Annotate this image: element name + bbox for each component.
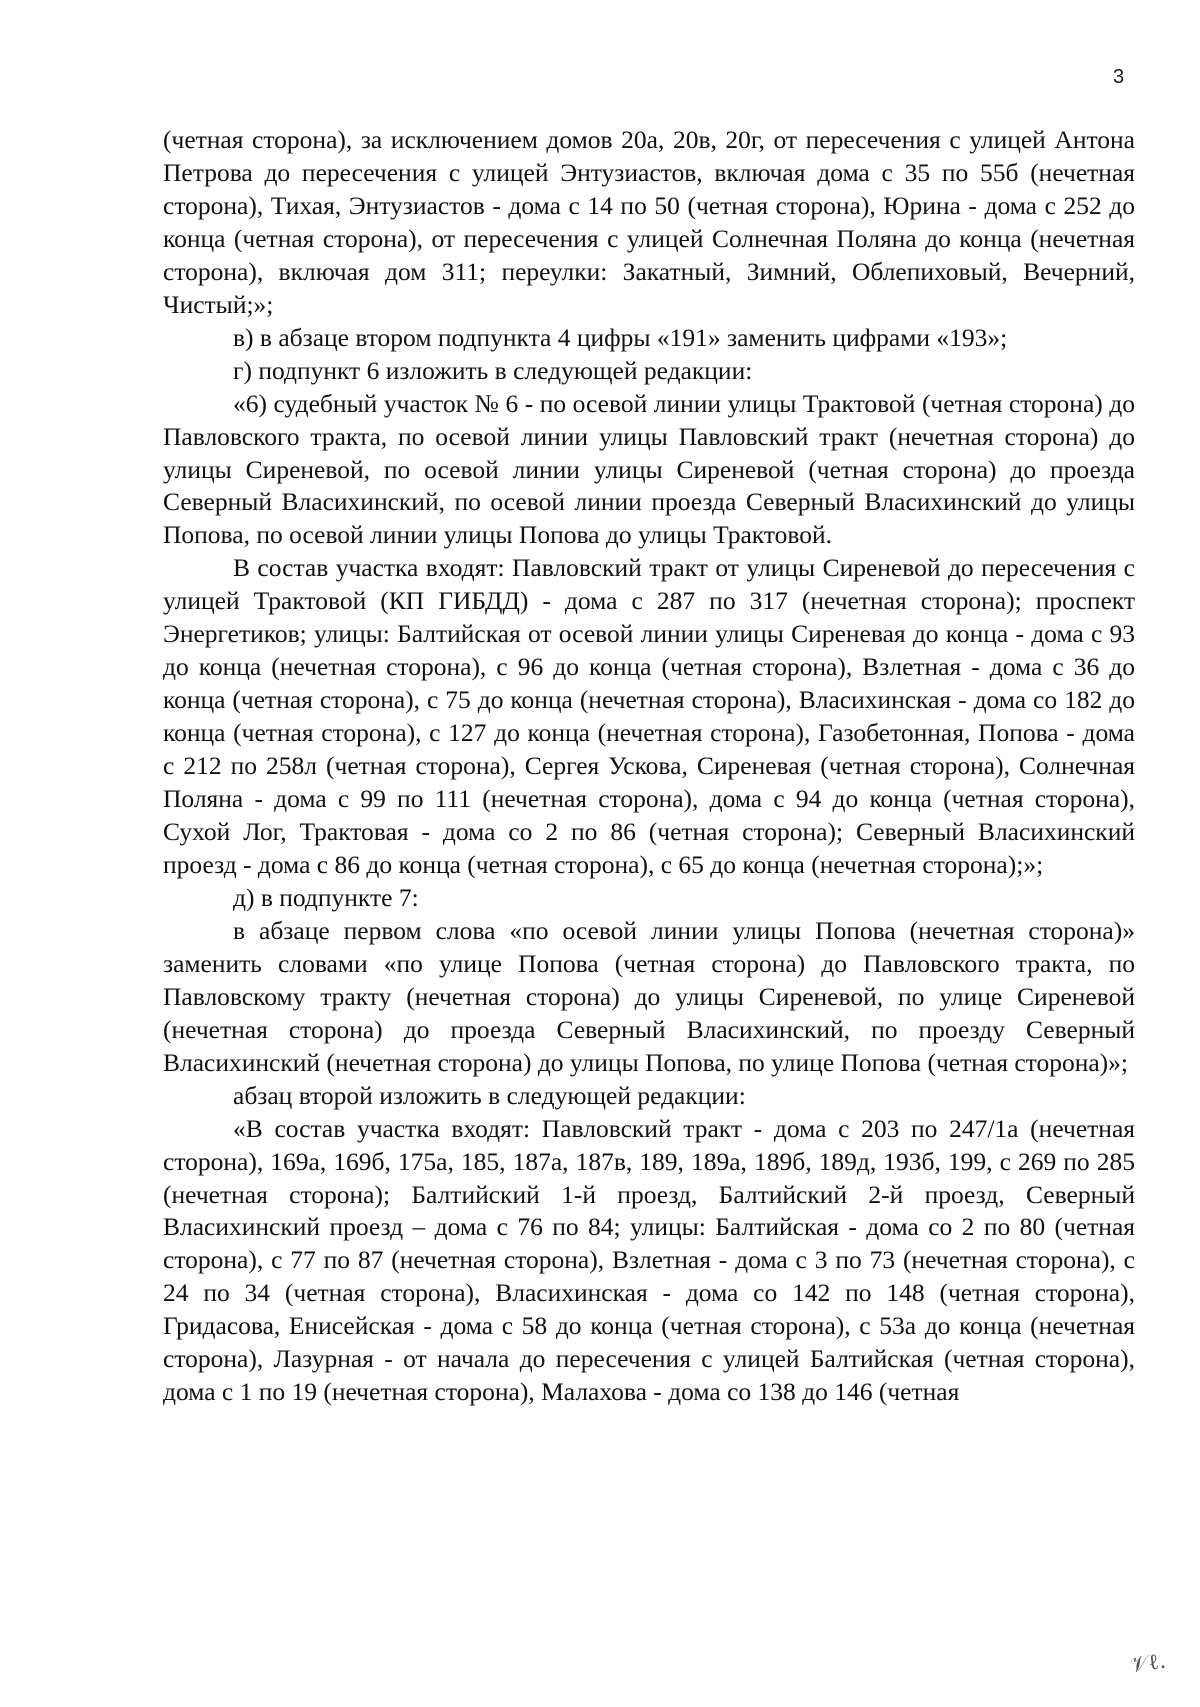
paragraph-second-abzac-intro: абзац второй изложить в следующей редакции: (233, 1080, 746, 1110)
paragraph-subitem-6-composition: В состав участка входят: Павловский тракт от улицы Сиреневой до пересечения с улицей Трактовой (КП ГИБДД) - дома с 287 по 317 (нечетная сторона); проспект Энергетиков; улицы: Балтийская от осевой линии улицы Сиреневая до конца - дома с 93 до конца (нечетная сторона), с 96 до конца (четная сторона), Взлетная - дома с 36 до конца (четная сторона), с 75 до конца (нечетная сторона), Власихинская - дома со 182 до конца (четная сторона), с 127 до конца (нечетная сторона), Газобетонная, Попова - дома с 212 по 258л (четная сторона), Сергея Ускова, Сиреневая (четная сторона), Солнечная Поляна - дома с 99 по 111 (нечетная сторона), дома с 94 до конца (четная сторона), Сухой Лог, Трактовая - дома со 2 по 86 (четная сторона); Северный Власихинский проезд - дома с 86 до конца (четная сторона), с 65 до конца (нечетная сторона);»; (163, 553, 1135, 879)
paragraph-item-g: г) подпункт 6 изложить в следующей редакции: (233, 355, 753, 385)
page-number: 3 (1113, 66, 1125, 88)
document-body (163, 124, 1135, 1409)
paragraph-item-d: д) в подпункте 7: (233, 882, 419, 912)
paragraph-subitem-7-composition: «В состав участка входят: Павловский тракт - дома с 203 по 247/1а (нечетная сторона), 169а, 169б, 175а, 185, 187а, 187в, 189, 189а, 189б, 189д, 193б, 199, с 269 по 285 (нечетная сторона); Балтийский 1-й проезд, Балтийский 2-й проезд, Северный Власихинский проезд – дома с 76 по 84; улицы: Балтийская - дома со 2 по 80 (четная сторона), с 77 по 87 (нечетная сторона), Взлетная - дома с 3 по 73 (нечетная сторона), с 24 по 34 (четная сторона), Власихинская - дома со 142 по 148 (четная сторона), Гридасова, Енисейская - дома с 58 до конца (четная сторона), с 53а до конца (нечетная сторона), Лазурная - от начала до пересечения с улицей Балтийская (четная сторона), дома с 1 по 19 (нечетная сторона), Малахова - дома со 138 до 146 (четная (163, 1113, 1135, 1407)
paragraph-first-abzac: в абзаце первом слова «по осевой линии улицы Попова (нечетная сторона)» заменить словами «по улице Попова (четная сторона) до Павловского тракта, по Павловскому тракту (нечетная сторона) до улицы Сиреневой, по улице Сиреневой (нечетная сторона) до проезда Северный Власихинский, по проезду Северный Власихинский (нечетная сторона) до улицы Попова, по улице Попова (четная сторона)»; (163, 915, 1135, 1077)
paragraph-subitem-6: «6) судебный участок № 6 - по осевой линии улицы Трактовой (четная сторона) до Павловского тракта, по осевой линии улицы Павловский тракт (нечетная сторона) до улицы Сиреневой, по осевой линии улицы Сиреневой (четная сторона) до проезда Северный Власихинский, по осевой линии проезда Северный Власихинский до улицы Попова, по осевой линии улицы Попова до улицы Трактовой. (163, 388, 1135, 550)
paragraph-item-v: в) в абзаце втором подпункта 4 цифры «191» заменить цифрами «193»; (233, 322, 1008, 352)
handwritten-mark-icon: 𝒱ℓ. (1128, 1648, 1168, 1679)
paragraph-continuation: (четная сторона), за исключением домов 20а, 20в, 20г, от пересечения с улицей Антона Петрова до пересечения с улицей Энтузиастов, включая дома с 35 по 55б (нечетная сторона), Тихая, Энтузиастов - дома с 14 по 50 (четная сторона), Юрина - дома с 252 до конца (четная сторона), от пересечения с улицей Солнечная Поляна до конца (нечетная сторона), включая дом 311; переулки: Закатный, Зимний, Облепиховый, Вечерний, Чистый;»; (163, 125, 1135, 319)
